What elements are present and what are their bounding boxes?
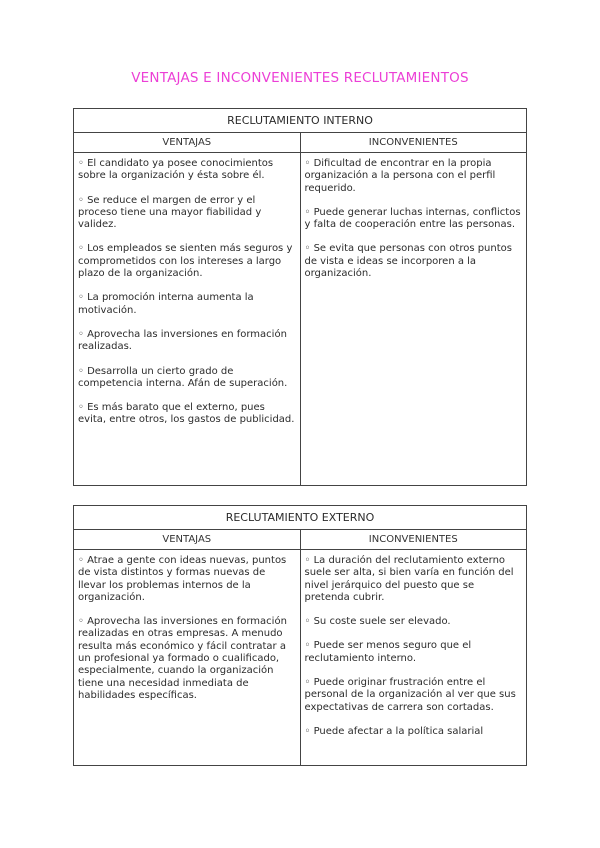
external-disadvantage-item: ◦ La duración del reclutamiento externo suele ser alta, si bien varía en función del nivel jerárquico del puesto que se pretenda cubrir. (304, 555, 514, 603)
external-disadvantage-item: ◦ Puede originar frustración entre el personal de la organización al ver que sus expectativas de carrera son cortadas. (304, 677, 516, 713)
internal-advantage-item: ◦ Los empleados se sienten más seguros y comprometidos con los intereses a largo plazo de la organización. (78, 243, 293, 280)
internal-disadvantages-cell (300, 153, 527, 486)
external-disadvantages-heading: INCONVENIENTES (300, 530, 527, 550)
internal-disadvantage-item: ◦ Se evita que personas con otros puntos de vista e ideas se incorporen a la organización. (304, 243, 512, 280)
external-disadvantage-item: ◦ Su coste suele ser elevado. (304, 616, 451, 628)
external-disadvantage-item: ◦ Puede afectar a la política salarial (304, 725, 484, 737)
external-disadvantages-cell (300, 550, 527, 766)
internal-advantage-item: ◦ Es más barato que el externo, pues evita, entre otros, los gastos de publicidad. (78, 402, 295, 426)
internal-advantages-heading: VENTAJAS (74, 133, 301, 153)
internal-advantage-item: ◦ Se reduce el margen de error y el proceso tiene una mayor fiabilidad y validez. (78, 194, 262, 231)
external-advantage-item: ◦ Atrae a gente con ideas nuevas, puntos de vista distintos y formas nuevas de llevar los problemas internos de la organización. (78, 555, 287, 603)
internal-advantage-item: ◦ Aprovecha las inversiones en formación realizadas. (78, 328, 287, 353)
internal-disadvantages-heading: INCONVENIENTES (300, 133, 527, 153)
external-advantages-heading: VENTAJAS (74, 530, 301, 550)
internal-disadvantage-item: ◦ Dificultad de encontrar en la propia organización a la persona con el perfil requerido. (304, 158, 496, 194)
external-disadvantage-item: ◦ Puede ser menos seguro que el reclutamiento interno. (304, 640, 472, 664)
external-table-header: RECLUTAMIENTO EXTERNO (74, 506, 527, 530)
internal-recruitment-table (73, 108, 527, 486)
internal-advantages-cell (74, 153, 301, 486)
external-advantages-cell (74, 550, 301, 766)
internal-table-header: RECLUTAMIENTO INTERNO (74, 109, 527, 133)
external-recruitment-table (73, 505, 527, 766)
internal-disadvantage-item: ◦ Puede generar luchas internas, conflictos y falta de cooperación entre las personas. (304, 206, 521, 231)
external-advantage-item: ◦ Aprovecha las inversiones en formación realizadas en otras empresas. A menudo resulta más económico y fácil contratar a un profesional ya formado o cualificado, especialmente, cuando la organización tiene una necesidad inmediata de habilidades específicas. (78, 616, 287, 701)
internal-advantage-item: ◦ El candidato ya posee conocimientos sobre la organización y ésta sobre él. (78, 158, 274, 182)
page-title: VENTAJAS E INCONVENIENTES RECLUTAMIENTOS (131, 70, 469, 86)
internal-advantage-item: ◦ La promoción interna aumenta la motivación. (78, 292, 254, 316)
internal-advantage-item: ◦ Desarrolla un cierto grado de competencia interna. Afán de superación. (78, 365, 288, 389)
